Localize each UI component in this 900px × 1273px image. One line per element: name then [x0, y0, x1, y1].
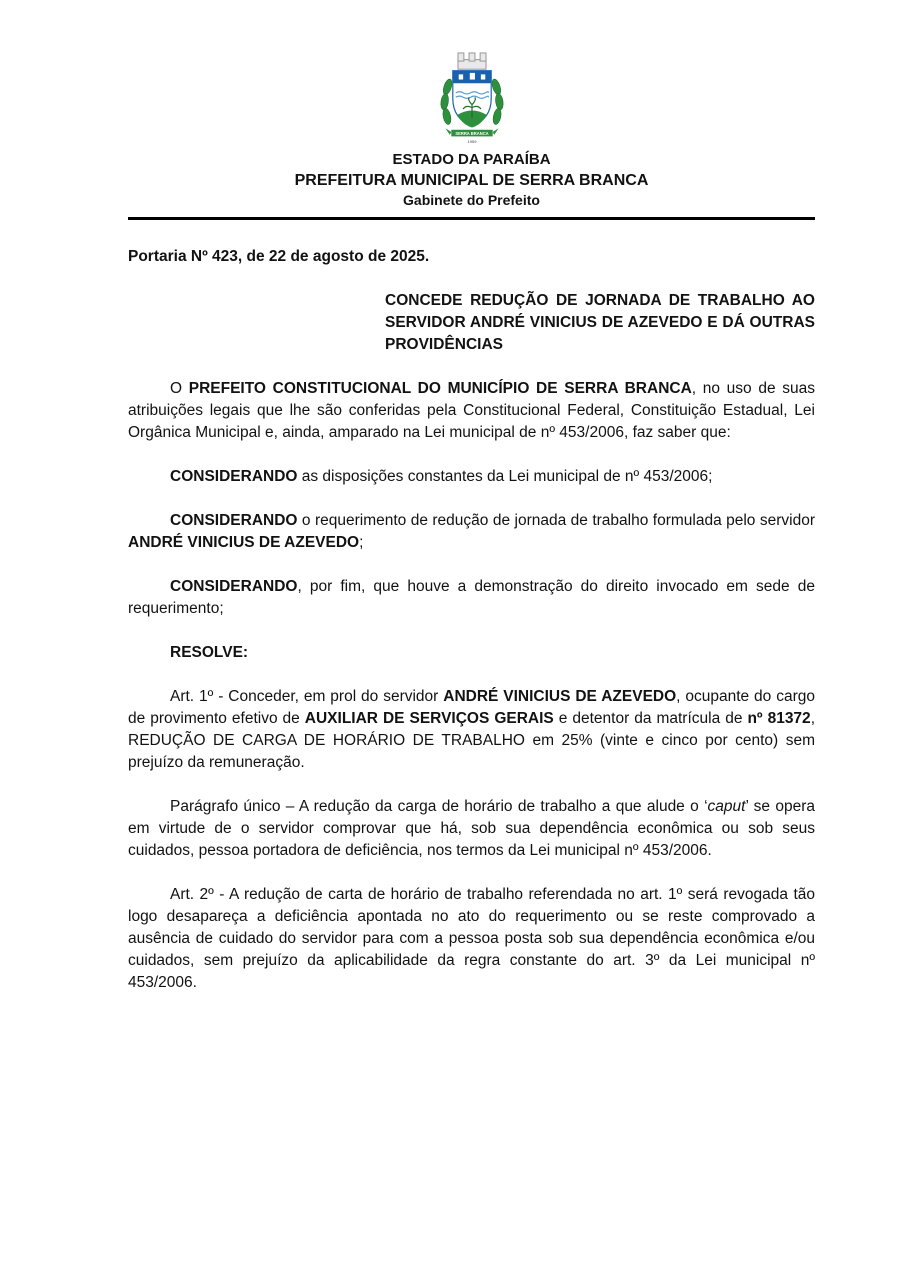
considerando-paragraph-2: CONSIDERANDO o requerimento de redução de jornada de trabalho formulada pelo servidor ANDRÉ VINICIUS DE AZEVEDO;	[128, 512, 815, 551]
considerando-paragraph-3: CONSIDERANDO, por fim, que houve a demonstração do direito invocado em sede de requerimento;	[128, 578, 815, 617]
crest-year-text: 1959	[467, 139, 476, 145]
header-office: Gabinete do Prefeito	[403, 192, 540, 208]
considerando-paragraph-1: CONSIDERANDO as disposições constantes da Lei municipal de nº 453/2006;	[170, 468, 713, 485]
article-1-paragraph: Art. 1º - Conceder, em prol do servidor ANDRÉ VINICIUS DE AZEVEDO, ocupante do cargo de provimento efetivo de AUXILIAR DE SERVIÇOS GERAIS e detentor da matrícula de nº 81372, REDUÇÃO DE CARGA DE HORÁRIO DE TRABALHO em 25% (vinte e cinco por cento) sem prejuízo da remuneração.	[128, 688, 815, 771]
header-divider	[128, 217, 815, 220]
municipal-crest	[128, 50, 815, 146]
header-municipality: PREFEITURA MUNICIPAL DE SERRA BRANCA	[294, 172, 649, 189]
letterhead	[128, 50, 815, 220]
article-2-paragraph: Art. 2º - A redução de carta de horário de trabalho referendada no art. 1º será revogada tão logo desapareça a deficiência apontada no ato do requerimento ou se reste comprovado a ausência de cuidado do servidor para com a pessoa posta sob sua dependência econômica e/ou cuidados, sem prejuízo da aplicabilidade da regra constante do art. 3º da Lei municipal nº 453/2006.	[128, 886, 815, 991]
document-body	[128, 248, 815, 994]
sole-paragraph: Parágrafo único – A redução da carga de horário de trabalho a que alude o ‘caput’ se opera em virtude de o servidor comprovar que há, sob sua dependência econômica ou sob seus cuidados, pessoa portadora de deficiência, nos termos da Lei municipal nº 453/2006.	[128, 798, 815, 859]
document-epigraph: CONCEDE REDUÇÃO DE JORNADA DE TRABALHO AO SERVIDOR ANDRÉ VINICIUS DE AZEVEDO E DÁ OUTRAS PROVIDÊNCIAS	[385, 292, 815, 353]
coat-of-arms-icon	[435, 50, 509, 146]
preamble-paragraph: O PREFEITO CONSTITUCIONAL DO MUNICÍPIO DE SERRA BRANCA, no uso de suas atribuições legais que lhe são conferidas pela Constitucional Federal, Constituição Estadual, Lei Orgânica Municipal e, ainda, amparado na Lei municipal de nº 453/2006, faz saber que:	[128, 380, 815, 441]
crest-banner-text: SERRA BRANCA	[454, 130, 489, 136]
document-title: Portaria Nº 423, de 22 de agosto de 2025.	[128, 248, 430, 265]
header-state: ESTADO DA PARAÍBA	[392, 151, 551, 168]
resolve-heading: RESOLVE:	[170, 644, 249, 661]
